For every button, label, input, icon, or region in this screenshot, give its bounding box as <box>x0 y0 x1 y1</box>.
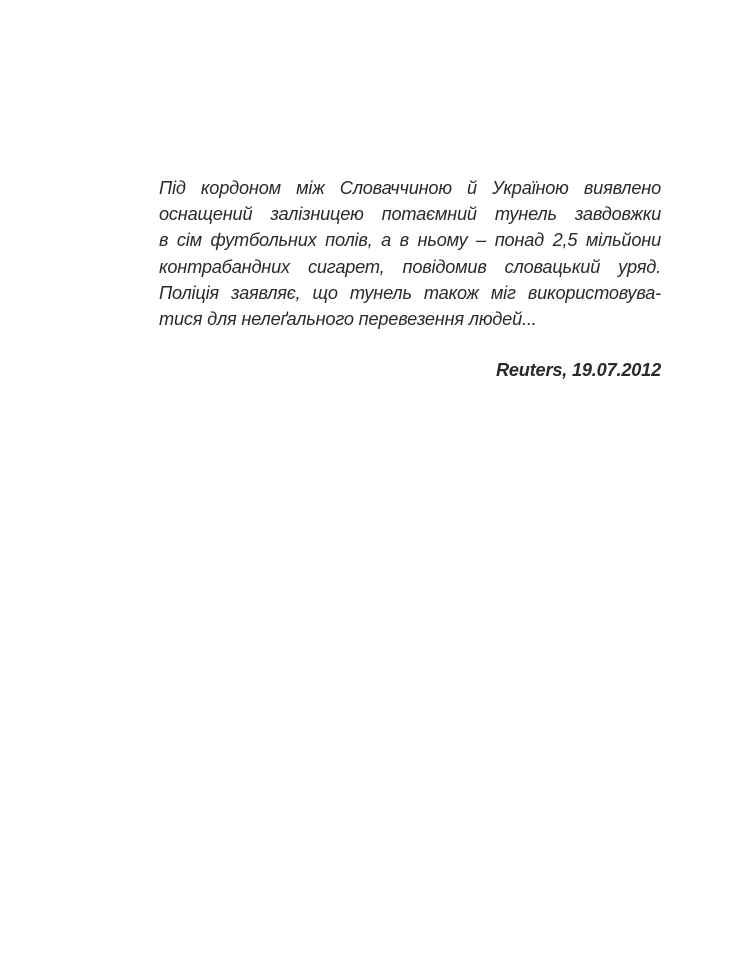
epigraph-line-6: тися для нелеґального перевезення людей... <box>159 309 537 330</box>
epigraph-line-4: контрабандних сигарет, повідомив словацький уряд. <box>159 256 661 277</box>
epigraph-line-2: оснащений залізницею потаємний тунель завдовжки <box>159 204 661 225</box>
epigraph-quote <box>159 175 661 332</box>
epigraph-line-5: Поліція заявляє, що тунель також міг використовува- <box>159 282 661 303</box>
epigraph-line-3: в сім футбольних полів, а в ньому – понад 2,5 мільйони <box>159 230 661 251</box>
epigraph-source: Reuters, 19.07.2012 <box>495 360 661 380</box>
epigraph-line-1: Під кордоном між Словаччиною й Україною виявлено <box>159 178 661 198</box>
